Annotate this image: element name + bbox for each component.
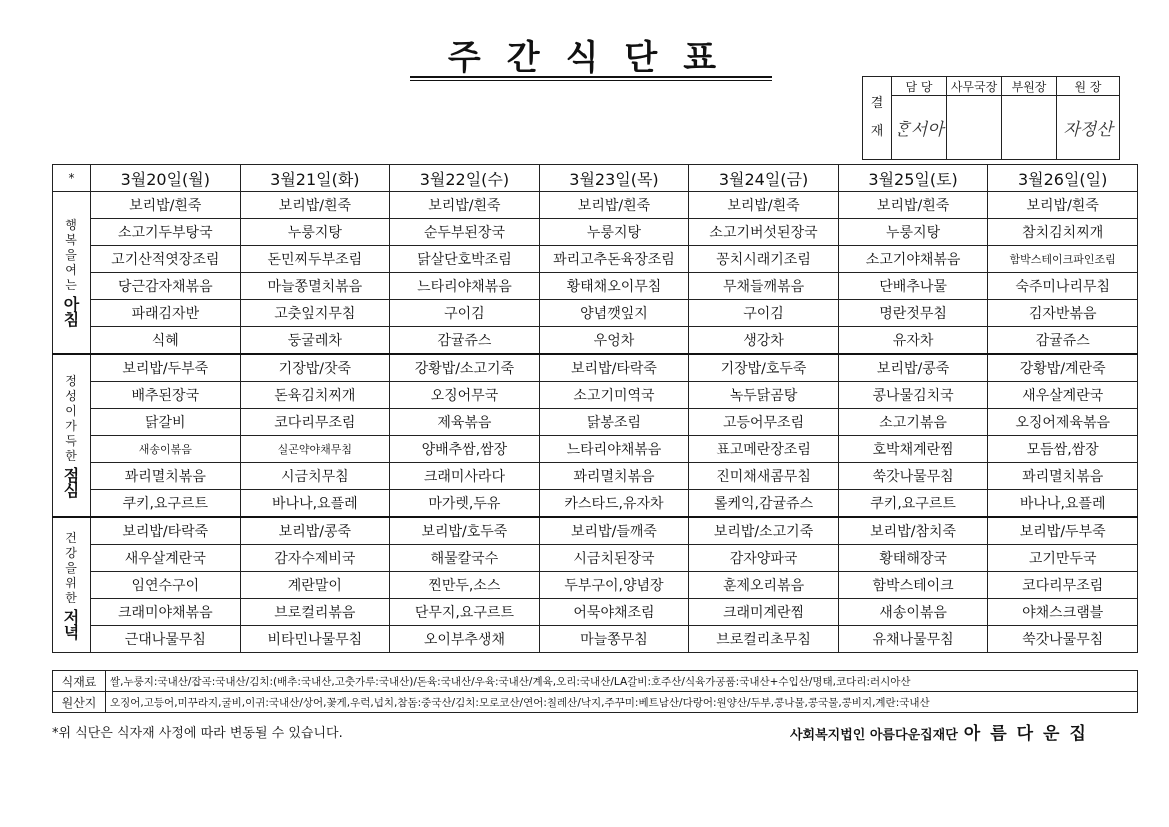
- menu-cell: 오징어무국: [390, 382, 540, 409]
- menu-cell: 크래미사라다: [390, 463, 540, 490]
- menu-cell: 녹두닭곰탕: [689, 382, 839, 409]
- menu-cell: 바나나,요플레: [988, 490, 1138, 518]
- meal-name: 아침: [63, 295, 80, 329]
- menu-cell: 콩나물김치국: [838, 382, 988, 409]
- menu-cell: 돈육김치찌개: [240, 382, 390, 409]
- menu-cell: 보리밥/콩죽: [240, 517, 390, 545]
- menu-cell: 시금치무침: [240, 463, 390, 490]
- menu-cell: 고등어무조림: [689, 409, 839, 436]
- menu-cell: 새송이볶음: [91, 436, 241, 463]
- approval-label: 결재: [863, 77, 892, 160]
- menu-row: [53, 354, 1138, 382]
- page-title: 주간식단표: [447, 38, 743, 78]
- menu-cell: 소고기볶음: [838, 409, 988, 436]
- menu-cell: 보리밥/흰죽: [240, 192, 390, 219]
- menu-cell: 느타리야채볶음: [390, 273, 540, 300]
- menu-cell: 크래미야채볶음: [91, 599, 241, 626]
- approval-header: 부원장: [1002, 77, 1057, 96]
- menu-cell: 참치김치찌개: [988, 219, 1138, 246]
- menu-cell: 보리밥/타락죽: [539, 354, 689, 382]
- menu-cell: 김자반볶음: [988, 300, 1138, 327]
- menu-cell: 표고메란장조림: [689, 436, 839, 463]
- menu-cell: 당근감자채볶음: [91, 273, 241, 300]
- menu-cell: 식혜: [91, 327, 241, 355]
- menu-cell: 강황밥/소고기죽: [390, 354, 540, 382]
- menu-cell: 소고기미역국: [539, 382, 689, 409]
- menu-cell: 닭봉조림: [539, 409, 689, 436]
- menu-cell: 무채들깨볶음: [689, 273, 839, 300]
- menu-cell: 느타리야채볶음: [539, 436, 689, 463]
- menu-cell: 감자수제비국: [240, 545, 390, 572]
- menu-row: [53, 246, 1138, 273]
- menu-cell: 제육볶음: [390, 409, 540, 436]
- title-underline-thin: [410, 80, 772, 81]
- menu-row: [53, 517, 1138, 545]
- menu-cell: 실곤약야채무침: [240, 436, 390, 463]
- menu-cell: 보리밥/타락죽: [91, 517, 241, 545]
- approval-signature: [1002, 96, 1057, 160]
- menu-cell: 단배추나물: [838, 273, 988, 300]
- menu-cell: 소고기버섯된장국: [689, 219, 839, 246]
- approval-header: 사무국장: [947, 77, 1002, 96]
- menu-cell: 훈제오리볶음: [689, 572, 839, 599]
- meal-label-lunch: [53, 354, 91, 517]
- date-header: 3월20일(월): [91, 165, 241, 192]
- date-header: 3월21일(화): [240, 165, 390, 192]
- organization-prefix: 사회복지법인 아름다운집재단: [790, 728, 958, 743]
- menu-row: [53, 273, 1138, 300]
- menu-cell: 감귤쥬스: [390, 327, 540, 355]
- menu-cell: 모듬쌈,쌈장: [988, 436, 1138, 463]
- menu-row: [53, 300, 1138, 327]
- menu-cell: 마가렛,두유: [390, 490, 540, 518]
- title-underline: [410, 76, 772, 78]
- menu-cell: 보리밥/흰죽: [539, 192, 689, 219]
- menu-cell: 감귤쥬스: [988, 327, 1138, 355]
- menu-cell: 둥굴레차: [240, 327, 390, 355]
- menu-cell: 명란젓무침: [838, 300, 988, 327]
- menu-cell: 누룽지탕: [838, 219, 988, 246]
- approval-signature: [947, 96, 1002, 160]
- menu-cell: 유채나물무침: [838, 626, 988, 653]
- menu-row: [53, 327, 1138, 355]
- menu-cell: 꽁치시래기조림: [689, 246, 839, 273]
- date-header: 3월23일(목): [539, 165, 689, 192]
- menu-cell: 보리밥/흰죽: [689, 192, 839, 219]
- menu-row: [53, 463, 1138, 490]
- menu-cell: 보리밥/흰죽: [988, 192, 1138, 219]
- meal-subtitle: 정성이가득한: [65, 373, 78, 463]
- date-header-row: [53, 165, 1138, 192]
- footnote: *위 식단은 식자재 사정에 따라 변동될 수 있습니다.: [52, 726, 343, 741]
- menu-cell: 단무지,요구르트: [390, 599, 540, 626]
- menu-cell: 보리밥/소고기죽: [689, 517, 839, 545]
- menu-cell: 어묵야채조림: [539, 599, 689, 626]
- menu-cell: 마늘쫑무침: [539, 626, 689, 653]
- menu-cell: 감자양파국: [689, 545, 839, 572]
- origin-label-ingredients: 식재료: [53, 671, 106, 692]
- menu-cell: 새송이볶음: [838, 599, 988, 626]
- meal-subtitle: 행복을여는: [65, 218, 78, 292]
- menu-cell: 소고기야채볶음: [838, 246, 988, 273]
- menu-row: [53, 409, 1138, 436]
- menu-cell: 브로컬리볶음: [240, 599, 390, 626]
- menu-cell: 크래미계란찜: [689, 599, 839, 626]
- menu-cell: 마늘쫑멸치볶음: [240, 273, 390, 300]
- menu-cell: 우엉차: [539, 327, 689, 355]
- menu-cell: 쑥갓나물무침: [988, 626, 1138, 653]
- menu-cell: 코다리무조림: [988, 572, 1138, 599]
- menu-cell: 카스타드,유자차: [539, 490, 689, 518]
- origin-line: 쌀,누룽지:국내산/잡곡:국내산/김치:(배추:국내산,고춧가루:국내산)/돈육:국내산/우육:국내산/계육,오리:국내산/LA갈비:호주산/식육가공품:국내산+수입산/명태,코다리:러시아산: [106, 671, 1138, 692]
- menu-cell: 배추된장국: [91, 382, 241, 409]
- menu-cell: 롤케익,감귤쥬스: [689, 490, 839, 518]
- weekly-menu-table: [52, 164, 1138, 653]
- menu-row: [53, 436, 1138, 463]
- menu-cell: 보리밥/들깨죽: [539, 517, 689, 545]
- origin-table: [52, 670, 1138, 713]
- menu-cell: 황태해장국: [838, 545, 988, 572]
- menu-cell: 두부구이,양념장: [539, 572, 689, 599]
- menu-cell: 기장밥/호두죽: [689, 354, 839, 382]
- menu-cell: 근대나물무침: [91, 626, 241, 653]
- menu-cell: 보리밥/흰죽: [838, 192, 988, 219]
- date-header: 3월24일(금): [689, 165, 839, 192]
- menu-cell: 새우살계란국: [91, 545, 241, 572]
- menu-cell: 유자차: [838, 327, 988, 355]
- meal-name: 점심: [63, 465, 80, 500]
- menu-cell: 돈민찌두부조림: [240, 246, 390, 273]
- menu-row: [53, 192, 1138, 219]
- menu-cell: 새우살계란국: [988, 382, 1138, 409]
- menu-cell: 보리밥/흰죽: [91, 192, 241, 219]
- menu-cell: 강황밥/계란죽: [988, 354, 1138, 382]
- meal-label-dinner: [53, 517, 91, 653]
- menu-cell: 보리밥/두부죽: [91, 354, 241, 382]
- menu-cell: 함박스테이크: [838, 572, 988, 599]
- menu-cell: 꽈리멸치볶음: [91, 463, 241, 490]
- date-header: 3월25일(토): [838, 165, 988, 192]
- menu-row: [53, 545, 1138, 572]
- menu-cell: 고기만두국: [988, 545, 1138, 572]
- menu-cell: 코다리무조림: [240, 409, 390, 436]
- meal-label-breakfast: [53, 192, 91, 355]
- menu-cell: 보리밥/콩죽: [838, 354, 988, 382]
- menu-cell: 계란말이: [240, 572, 390, 599]
- menu-cell: 야채스크램블: [988, 599, 1138, 626]
- menu-cell: 생강차: [689, 327, 839, 355]
- menu-cell: 양배추쌈,쌈장: [390, 436, 540, 463]
- menu-cell: 임연수구이: [91, 572, 241, 599]
- approval-signature: 자정산: [1057, 96, 1120, 160]
- menu-cell: 브로컬리초무침: [689, 626, 839, 653]
- menu-cell: 보리밥/호두죽: [390, 517, 540, 545]
- organization: [790, 719, 1096, 744]
- menu-row: [53, 490, 1138, 518]
- menu-cell: 파래김자반: [91, 300, 241, 327]
- menu-row: [53, 219, 1138, 246]
- menu-row: [53, 382, 1138, 409]
- organization-name: 아름다운집: [963, 724, 1096, 744]
- menu-row: [53, 626, 1138, 653]
- approval-header: 담 당: [892, 77, 947, 96]
- menu-cell: 구이김: [390, 300, 540, 327]
- menu-cell: 보리밥/참치죽: [838, 517, 988, 545]
- date-header: 3월22일(수): [390, 165, 540, 192]
- meal-name: 저녁: [63, 607, 80, 642]
- menu-cell: 꽈리고추돈육장조림: [539, 246, 689, 273]
- menu-cell: 소고기두부탕국: [91, 219, 241, 246]
- menu-cell: 시금치된장국: [539, 545, 689, 572]
- menu-cell: 보리밥/흰죽: [390, 192, 540, 219]
- menu-cell: 순두부된장국: [390, 219, 540, 246]
- menu-cell: 고춧잎지무침: [240, 300, 390, 327]
- corner-cell: *: [53, 165, 91, 192]
- approval-box: [862, 76, 1120, 160]
- menu-row: [53, 572, 1138, 599]
- menu-cell: 구이김: [689, 300, 839, 327]
- menu-cell: 호박채계란찜: [838, 436, 988, 463]
- menu-cell: 오이부추생채: [390, 626, 540, 653]
- menu-cell: 숙주미나리무침: [988, 273, 1138, 300]
- menu-cell: 비타민나물무침: [240, 626, 390, 653]
- menu-cell: 양념깻잎지: [539, 300, 689, 327]
- approval-header: 원 장: [1057, 77, 1120, 96]
- menu-cell: 황태채오이무침: [539, 273, 689, 300]
- menu-cell: 꽈리멸치볶음: [539, 463, 689, 490]
- menu-cell: 누룽지탕: [539, 219, 689, 246]
- menu-cell: 쿠키,요구르트: [838, 490, 988, 518]
- menu-cell: 오징어제육볶음: [988, 409, 1138, 436]
- menu-cell: 꽈리멸치볶음: [988, 463, 1138, 490]
- origin-label-origin: 원산지: [53, 692, 106, 713]
- menu-cell: 바나나,요플레: [240, 490, 390, 518]
- meal-subtitle: 건강을위한: [65, 530, 78, 605]
- menu-cell: 기장밥/잣죽: [240, 354, 390, 382]
- menu-cell: 고기산적엿장조림: [91, 246, 241, 273]
- origin-line: 오징어,고등어,미꾸라지,굴비,이귀:국내산/상어,꽃게,우럭,넙치,참돔:중국산/김치:모로코산/연어:칠레산/낙지,주꾸미:베트남산/다랑어:원양산/두부,콩나물,콩국물,콩비지,계란:국내산: [106, 692, 1138, 713]
- menu-cell: 닭갈비: [91, 409, 241, 436]
- menu-cell: 진미채새콤무침: [689, 463, 839, 490]
- menu-cell: 쿠키,요구르트: [91, 490, 241, 518]
- menu-row: [53, 599, 1138, 626]
- date-header: 3월26일(일): [988, 165, 1138, 192]
- menu-cell: 쑥갓나물무침: [838, 463, 988, 490]
- menu-cell: 찐만두,소스: [390, 572, 540, 599]
- menu-cell: 보리밥/두부죽: [988, 517, 1138, 545]
- menu-cell: 함박스테이크파인조림: [988, 246, 1138, 273]
- menu-cell: 닭살단호박조림: [390, 246, 540, 273]
- approval-signature: ᄒᆞᆫ서아: [892, 96, 947, 160]
- menu-cell: 해물칼국수: [390, 545, 540, 572]
- menu-cell: 누룽지탕: [240, 219, 390, 246]
